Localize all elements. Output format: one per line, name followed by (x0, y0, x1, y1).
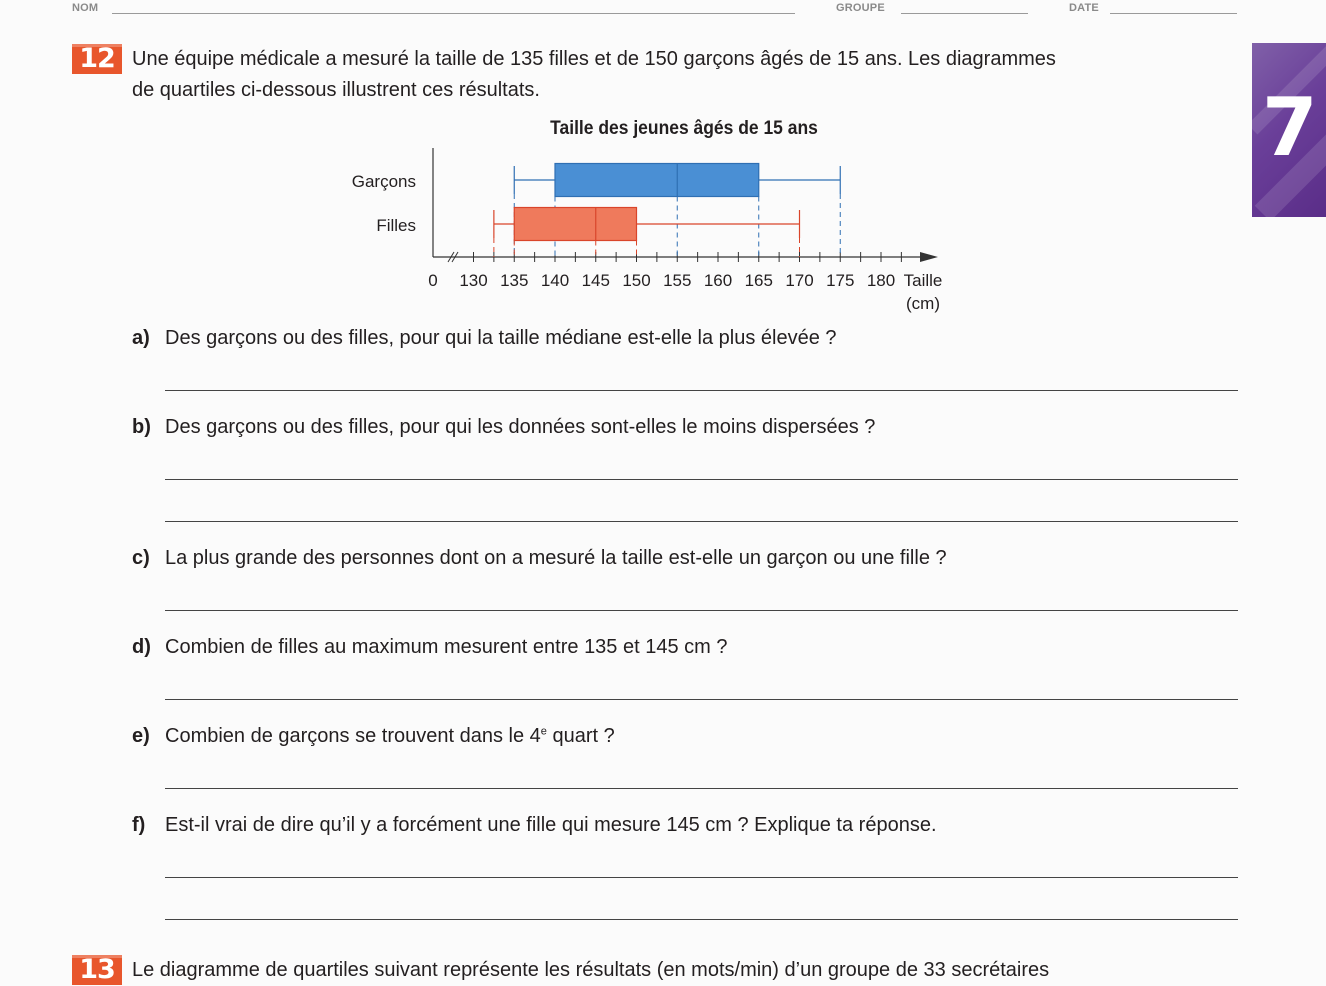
chapter-number: 7 (1262, 81, 1318, 174)
chart-title: Taille des jeunes âgés de 15 ans (550, 116, 818, 139)
question-f-text: Est-il vrai de dire qu’il y a forcément une fille qui mesure 145 cm ? Explique ta réponse. (165, 814, 937, 836)
x-tick-label: 145 (581, 271, 610, 290)
question-b-letter: b) (132, 416, 151, 438)
question-a-letter: a) (132, 327, 150, 349)
question-c-text: La plus grande des personnes dont on a mesuré la taille est-elle un garçon ou une fille ? (165, 547, 947, 569)
x-tick-label: 140 (540, 271, 570, 290)
answer-line-e1[interactable] (165, 788, 1238, 789)
x-tick-label: 135 (500, 271, 529, 290)
question-e-text-after: quart ? (546, 725, 615, 747)
category-label-filles: Filles (376, 216, 416, 235)
answer-line-b2[interactable] (165, 521, 1238, 522)
chapter-tab (1252, 43, 1326, 217)
question-d-text: Combien de filles au maximum mesurent entre 135 et 145 cm ? (165, 636, 728, 658)
nom-field[interactable] (112, 13, 795, 14)
question-c-letter: c) (132, 547, 150, 569)
answer-line-f1[interactable] (165, 877, 1238, 878)
answer-line-f2[interactable] (165, 919, 1238, 920)
answer-line-c1[interactable] (165, 610, 1238, 611)
groupe-field[interactable] (901, 13, 1028, 14)
question-e-text-before: Combien de garçons se trouvent dans le 4 (165, 725, 541, 747)
x-tick-label: 165 (744, 271, 773, 290)
exercise-12-badge: 12 (72, 44, 122, 74)
x-tick-label: 160 (703, 271, 733, 290)
filles-box (514, 208, 636, 241)
x-tick-label: 130 (459, 271, 488, 290)
x-axis-label: Taille (903, 271, 943, 290)
exercise-13-intro-line1: Le diagramme de quartiles suivant représente les résultats (en mots/min) d’un groupe de 33 secrétaires (132, 959, 1050, 981)
answer-line-b1[interactable] (165, 479, 1238, 480)
question-e-superscript: e (540, 725, 547, 738)
x-tick-label: 170 (785, 271, 814, 290)
category-label-garcons: Garçons (351, 172, 416, 191)
exercise-12-intro-line2: de quartiles ci-dessous illustrent ces résultats. (132, 79, 540, 101)
question-a-text: Des garçons ou des filles, pour qui la taille médiane est-elle la plus élevée ? (165, 327, 837, 349)
answer-line-a1[interactable] (165, 390, 1238, 391)
nom-label: NOM (72, 2, 99, 14)
question-e-text (165, 725, 615, 748)
date-field[interactable] (1110, 13, 1237, 14)
x-tick-label: 175 (826, 271, 855, 290)
question-d-letter: d) (132, 636, 151, 658)
x-tick-label: 0 (428, 271, 438, 290)
x-axis-arrow (920, 252, 938, 262)
x-tick-label: 150 (622, 271, 651, 290)
question-e-letter: e) (132, 725, 150, 747)
x-tick-label: 155 (663, 271, 692, 290)
answer-line-d1[interactable] (165, 699, 1238, 700)
exercise-13-badge: 13 (72, 955, 122, 985)
question-f-letter: f) (132, 814, 146, 836)
exercise-12-intro-line1: Une équipe médicale a mesuré la taille de 135 filles et de 150 garçons âgés de 15 ans. Les diagrammes (132, 48, 1056, 70)
groupe-label: GROUPE (836, 2, 885, 14)
x-tick-label: 180 (866, 271, 896, 290)
garcons-box (555, 164, 759, 197)
x-axis-unit: (cm) (906, 294, 940, 313)
date-label: DATE (1069, 2, 1099, 14)
question-b-text: Des garçons ou des filles, pour qui les données sont-elles le moins dispersées ? (165, 416, 876, 438)
boxplot-chart (340, 110, 960, 320)
